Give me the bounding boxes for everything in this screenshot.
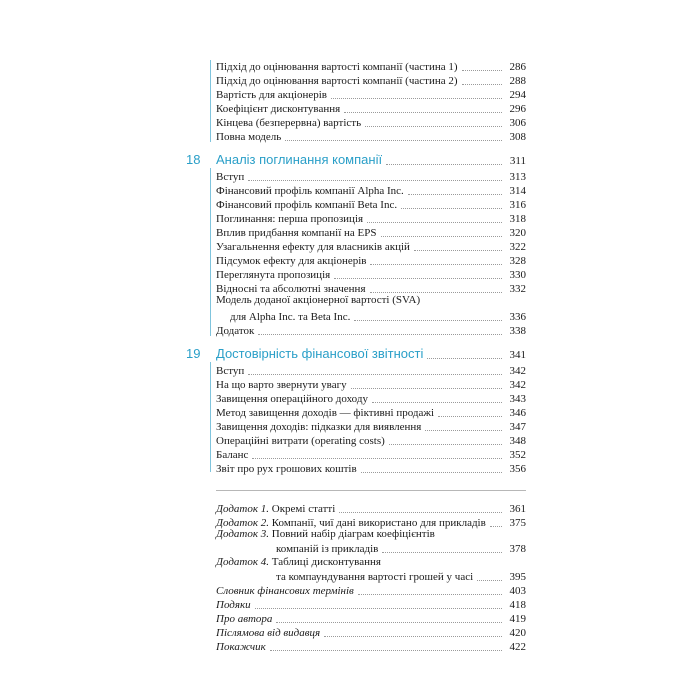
entry-title: Модель доданої акціонерної вартості (SVA) — [216, 294, 421, 306]
entry-title: Відносні та абсолютні значення — [216, 283, 366, 295]
entry-page: 375 — [509, 517, 526, 529]
entry-title: Подяки — [216, 599, 251, 611]
entry-page: 338 — [509, 325, 526, 337]
toc-entry[interactable] — [216, 322, 526, 338]
leader-dots — [370, 263, 502, 265]
entry-title: Післямова від видавця — [216, 627, 321, 639]
leader-dots — [490, 525, 502, 527]
entry-title: Баланс — [216, 449, 249, 461]
leader-dots — [358, 593, 502, 595]
entry-page: 403 — [509, 585, 526, 597]
section-divider — [216, 490, 526, 491]
leader-dots — [381, 235, 502, 237]
entry-title: для Alpha Inc. та Beta Inc. — [230, 311, 351, 323]
leader-dots — [285, 139, 502, 141]
entry-title: Підхід до оцінювання вартості компанії (частина 1) — [216, 61, 458, 73]
entry-page: 336 — [509, 311, 526, 323]
leader-dots — [248, 373, 502, 375]
entry-title: На що варто звернути увагу — [216, 379, 347, 391]
entry-page: 306 — [509, 117, 526, 129]
entry-title: Підсумок ефекту для акціонерів — [216, 255, 367, 267]
leader-dots — [372, 401, 502, 403]
entry-title: Звіт про рух грошових коштів — [216, 463, 357, 475]
entry-page: 294 — [509, 89, 526, 101]
entry-title: компаній із прикладів — [276, 543, 379, 555]
entry-page: 422 — [509, 641, 526, 653]
leader-dots — [270, 649, 502, 651]
leader-dots — [438, 415, 502, 417]
leader-dots — [351, 387, 502, 389]
entry-page: 420 — [509, 627, 526, 639]
entry-page: 328 — [509, 255, 526, 267]
leader-dots — [255, 607, 502, 609]
entry-title: Вступ — [216, 365, 245, 377]
leader-dots — [367, 221, 502, 223]
entry-title: Покажчик — [216, 641, 266, 653]
entry-title: Кінцева (безперервна) вартість — [216, 117, 362, 129]
chapter-page: 311 — [509, 155, 526, 167]
leader-dots — [361, 471, 502, 473]
entry-title: Додаток — [216, 325, 255, 337]
leader-dots — [248, 179, 502, 181]
leader-dots — [334, 277, 502, 279]
entry-page: 347 — [509, 421, 526, 433]
leader-dots — [276, 621, 502, 623]
entry-page: 318 — [509, 213, 526, 225]
entry-page: 316 — [509, 199, 526, 211]
entry-title: Операційні витрати (operating costs) — [216, 435, 385, 447]
chapter-title: Аналіз поглинання компанії — [216, 152, 383, 167]
entry-title: Фінансовий профіль компанії Beta Inc. — [216, 199, 398, 211]
entry-page: 342 — [509, 365, 526, 377]
leader-dots — [382, 551, 502, 553]
entry-title: Узагальнення ефекту для власників акцій — [216, 241, 410, 253]
entry-page: 346 — [509, 407, 526, 419]
entry-title: Про автора — [216, 613, 273, 625]
entry-page: 313 — [509, 171, 526, 183]
appendix-label: Додаток 2. — [216, 517, 270, 529]
entry-page: 308 — [509, 131, 526, 143]
entry-title: Завищення доходів: підказки для виявлення — [216, 421, 422, 433]
section-rule — [210, 168, 211, 336]
leader-dots — [365, 125, 502, 127]
leader-dots — [386, 163, 502, 165]
appendix-title: Таблиці дисконтування — [271, 556, 381, 568]
appendix-title: Компанії, чиї дані використано для прикладів — [271, 517, 486, 529]
leader-dots — [354, 319, 502, 321]
leader-dots — [414, 249, 502, 251]
chapter-heading-19[interactable] — [186, 344, 526, 362]
entry-title: Поглинання: перша пропозиція — [216, 213, 364, 225]
entry-page: 320 — [509, 227, 526, 239]
entry-page: 314 — [509, 185, 526, 197]
entry-page: 330 — [509, 269, 526, 281]
entry-page: 296 — [509, 103, 526, 115]
chapter-page: 341 — [509, 349, 526, 361]
entry-page: 361 — [509, 503, 526, 515]
section-rule — [210, 60, 211, 142]
leader-dots — [252, 457, 502, 459]
appendix-title: Повний набір діаграм коефіцієнтів — [271, 528, 435, 540]
leader-dots — [324, 635, 502, 637]
entry-page: 418 — [509, 599, 526, 611]
entry-page: 356 — [509, 463, 526, 475]
entry-page: 348 — [509, 435, 526, 447]
entry-page: 419 — [509, 613, 526, 625]
appendix-label: Додаток 1. — [216, 503, 270, 515]
leader-dots — [258, 333, 502, 335]
entry-page: 343 — [509, 393, 526, 405]
toc-entry[interactable] — [276, 540, 526, 556]
chapter-heading-18[interactable] — [186, 150, 526, 168]
entry-title: Фінансовий профіль компанії Alpha Inc. — [216, 185, 404, 197]
leader-dots — [331, 97, 502, 99]
entry-page: 286 — [509, 61, 526, 73]
toc-entry[interactable] — [216, 638, 526, 654]
entry-page: 352 — [509, 449, 526, 461]
entry-page: 322 — [509, 241, 526, 253]
entry-page: 378 — [509, 543, 526, 555]
leader-dots — [401, 207, 502, 209]
leader-dots — [370, 291, 503, 293]
leader-dots — [462, 69, 502, 71]
entry-title: Коефіцієнт дисконтування — [216, 103, 341, 115]
entry-title: та компаундування вартості грошей у часі — [276, 571, 474, 583]
leader-dots — [427, 357, 502, 359]
appendix-label: Додаток 4. — [216, 556, 270, 568]
leader-dots — [344, 111, 502, 113]
leader-dots — [425, 429, 502, 431]
chapter-number: 18 — [186, 152, 201, 167]
toc-entry[interactable] — [216, 460, 526, 476]
leader-dots — [462, 83, 502, 85]
entry-title: Словник фінансових термінів — [216, 585, 354, 597]
entry-page: 395 — [509, 571, 526, 583]
leader-dots — [389, 443, 502, 445]
leader-dots — [477, 579, 502, 581]
entry-title: Переглянута пропозиція — [216, 269, 331, 281]
toc-entry[interactable] — [216, 128, 526, 144]
entry-title: Підхід до оцінювання вартості компанії (частина 2) — [216, 75, 458, 87]
entry-title: Вплив придбання компанії на EPS — [216, 227, 377, 239]
chapter-title: Достовірність фінансової звітності — [216, 346, 424, 361]
entry-title: Повна модель — [216, 131, 282, 143]
entry-page: 342 — [509, 379, 526, 391]
section-rule — [210, 362, 211, 472]
chapter-number: 19 — [186, 346, 201, 361]
entry-title: Вступ — [216, 171, 245, 183]
entry-title: Вартість для акціонерів — [216, 89, 327, 101]
entry-title: Метод завищення доходів — фіктивні продажі — [216, 407, 435, 419]
leader-dots — [408, 193, 502, 195]
entry-title: Завищення операційного доходу — [216, 393, 368, 405]
entry-page: 288 — [509, 75, 526, 87]
appendix-label: Додаток 3. — [216, 528, 270, 540]
leader-dots — [339, 511, 502, 513]
appendix-title: Окремі статті — [271, 503, 336, 515]
entry-page: 332 — [509, 283, 526, 295]
